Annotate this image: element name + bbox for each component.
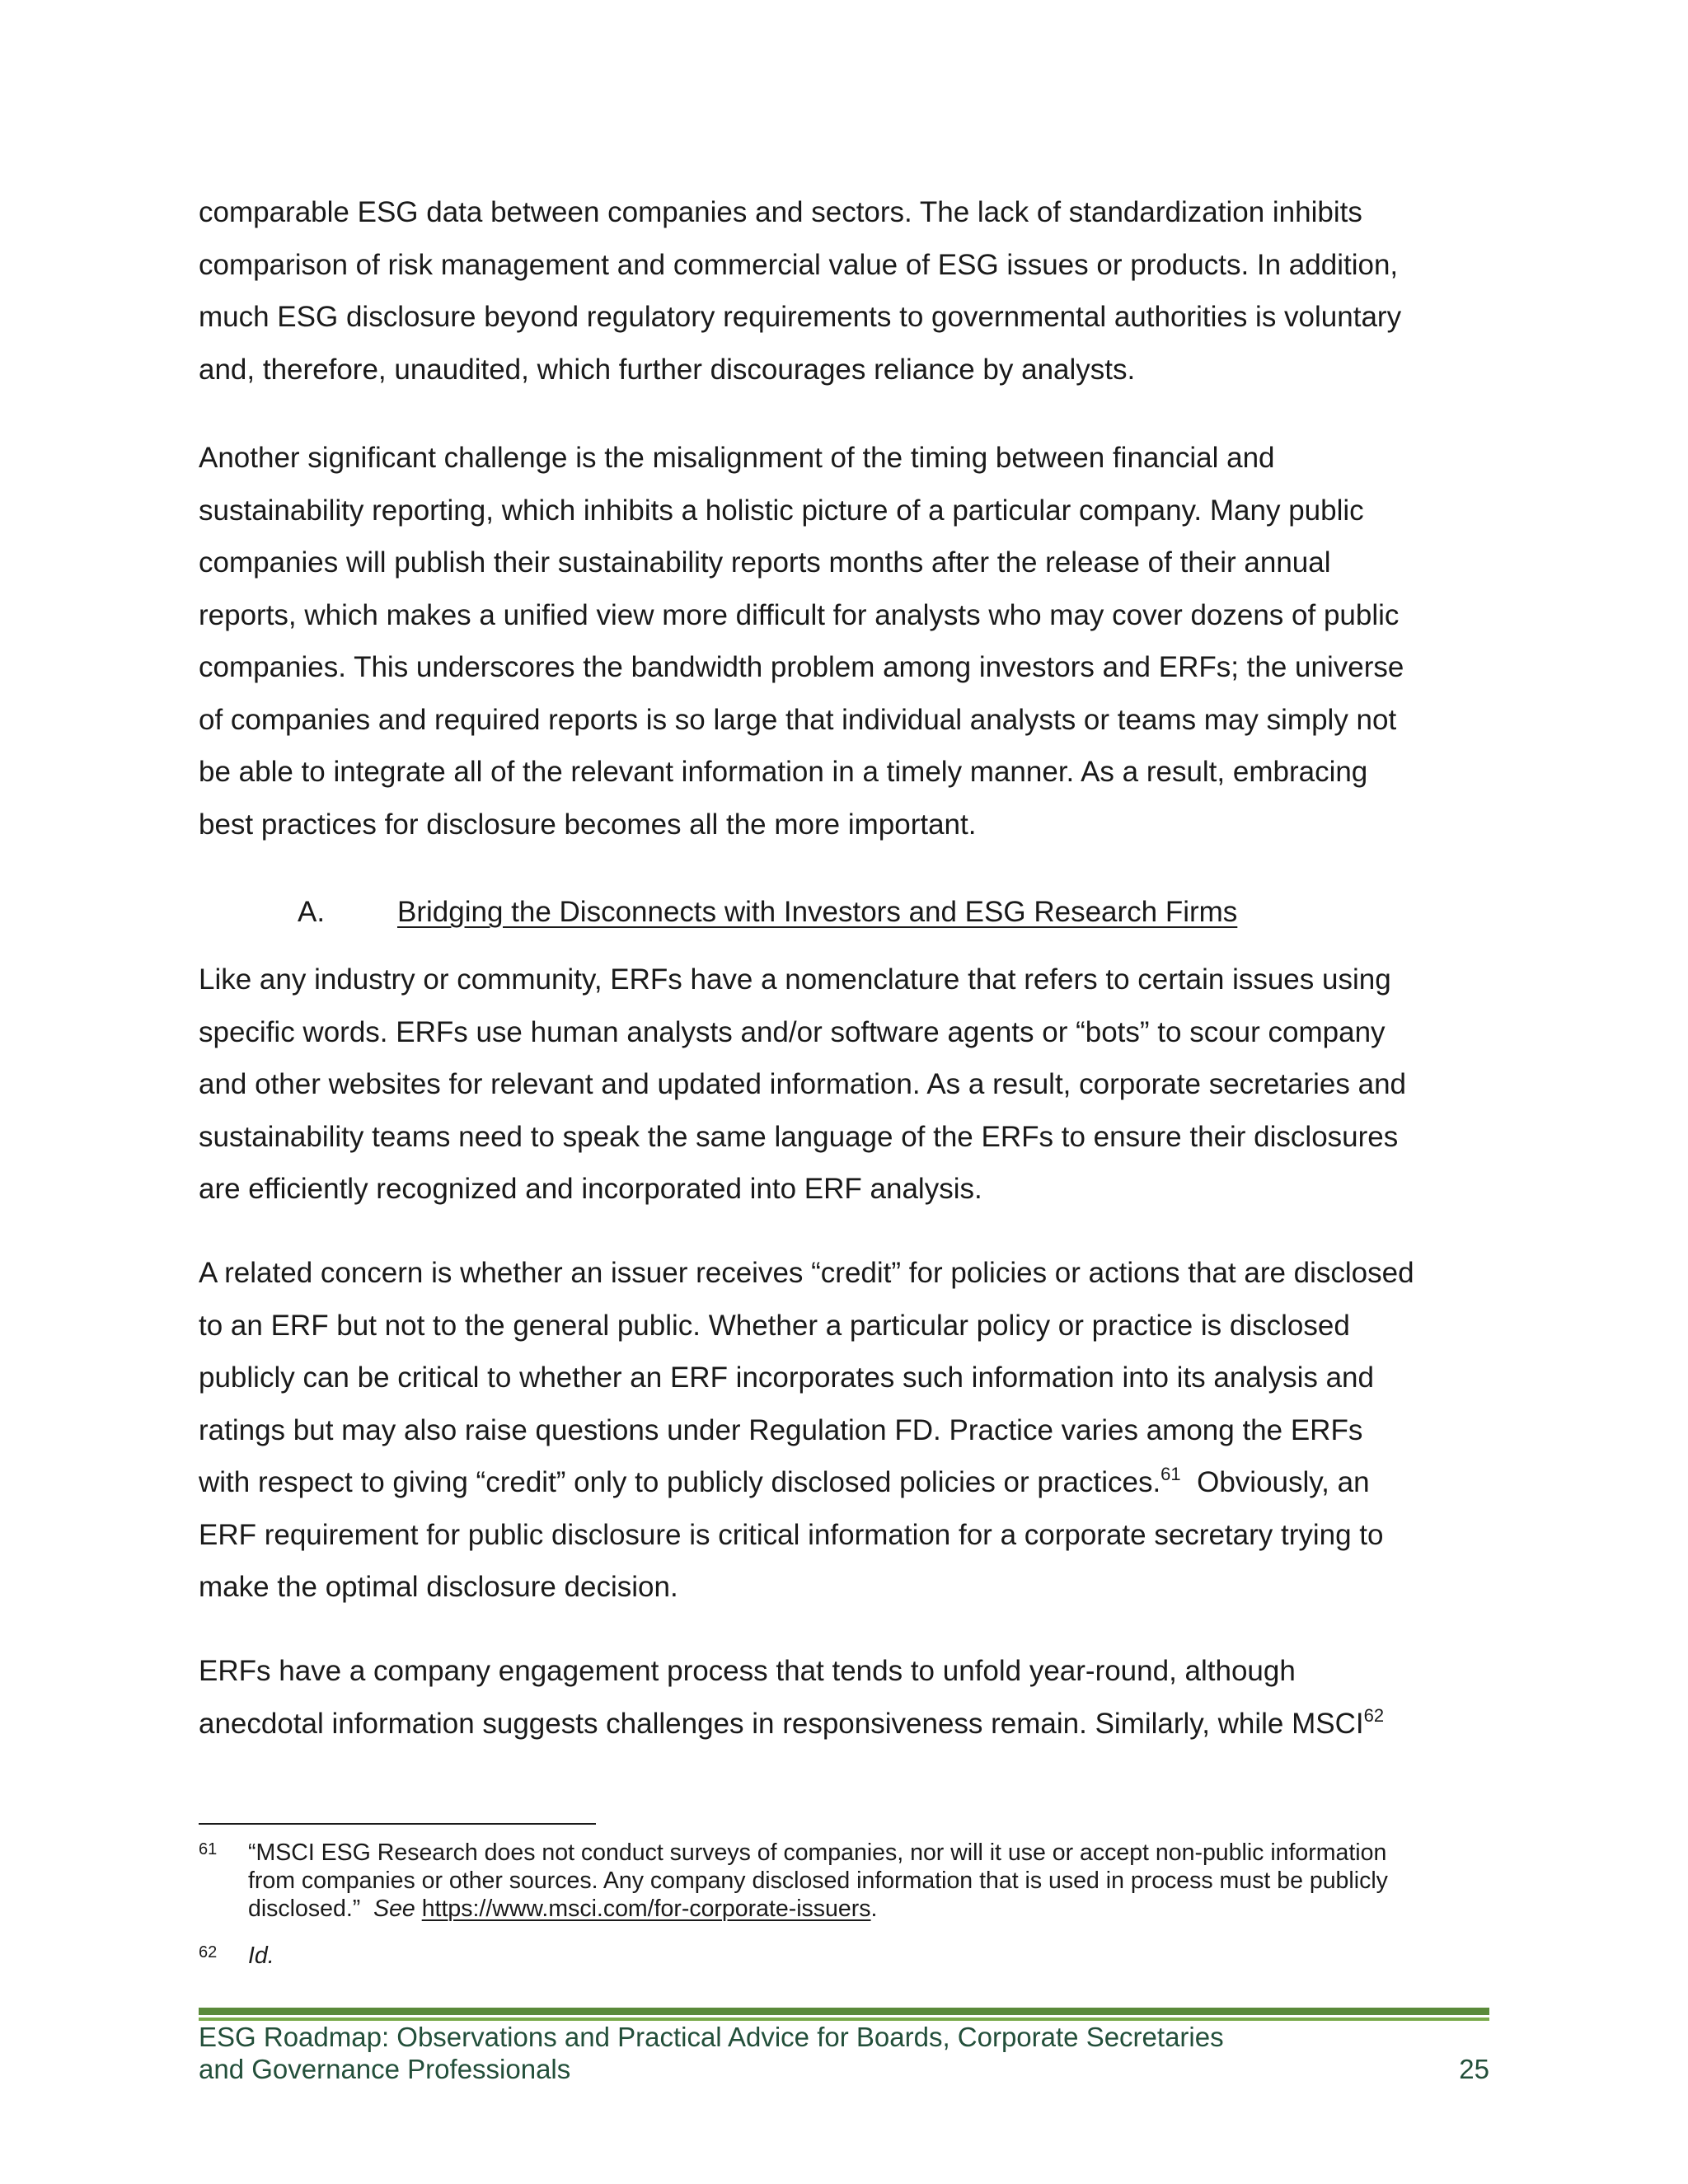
text-line: best practices for disclosure becomes all the more important. <box>199 808 977 841</box>
text-line: Like any industry or community, ERFs have a nomenclature that refers to certain issues using <box>199 963 1391 996</box>
footnote-reference-62[interactable]: 62 <box>1363 1704 1385 1726</box>
footnote-separator <box>199 1823 596 1825</box>
text-line: much ESG disclosure beyond regulatory requirements to governmental authorities is voluntary <box>199 301 1402 333</box>
text-line-main: anecdotal information suggests challenges in responsiveness remain. Similarly, while MSCI <box>199 1707 1364 1740</box>
paragraph-2 <box>199 432 1489 851</box>
text-line: A related concern is whether an issuer receives “credit” for policies or actions that are disclosed <box>199 1257 1414 1289</box>
footnote-prefix: disclosed.” <box>248 1896 374 1922</box>
footer-title <box>199 2021 1224 2085</box>
text-line: comparison of risk management and commercial value of ESG issues or products. In addition, <box>199 248 1399 281</box>
footnote-61 <box>199 1839 1489 1923</box>
text-line: ERFs have a company engagement process that tends to unfold year-round, although <box>199 1655 1296 1687</box>
footnote-line: from companies or other sources. Any company disclosed information that is used in process must be publicly <box>248 1868 1388 1894</box>
text-line: publicly can be critical to whether an ERF incorporates such information into its analysis and <box>199 1361 1374 1394</box>
text-line: sustainability teams need to speak the same language of the ERFs to ensure their disclosures <box>199 1120 1399 1153</box>
text-line: be able to integrate all of the relevant information in a timely manner. As a result, embracing <box>199 756 1368 788</box>
footnote-line <box>248 1895 1489 1923</box>
text-line: and other websites for relevant and updated information. As a result, corporate secretaries and <box>199 1068 1407 1100</box>
paragraph-1 <box>199 186 1489 396</box>
page-number: 25 <box>1459 2054 1489 2084</box>
text-line-main: with respect to giving “credit” only to publicly disclosed policies or practices. <box>199 1466 1161 1498</box>
text-line: specific words. ERFs use human analysts and/or software agents or “bots” to scour company <box>199 1015 1386 1048</box>
section-heading-letter: A. <box>298 896 326 928</box>
text-line: of companies and required reports is so large that individual analysts or teams may simply not <box>199 703 1397 736</box>
text-line: make the optimal disclosure decision. <box>199 1571 678 1603</box>
footnote-text <box>248 1942 1489 1970</box>
text-line <box>199 1456 1489 1509</box>
footer-rule <box>199 2008 1489 2015</box>
text-line: sustainability reporting, which inhibits a holistic picture of a particular company. Many public <box>199 494 1364 527</box>
footnote-62 <box>199 1942 1489 1970</box>
paragraph-3 <box>199 954 1489 1216</box>
footnote-see: See <box>373 1896 415 1922</box>
text-line <box>199 1698 1489 1750</box>
footer-line: ESG Roadmap: Observations and Practical Advice for Boards, Corporate Secretaries <box>199 2022 1224 2052</box>
paragraph-4 <box>199 1247 1489 1614</box>
text-line: ERF requirement for public disclosure is critical information for a corporate secretary trying to <box>199 1518 1384 1551</box>
text-line: companies will publish their sustainability reports months after the release of their annual <box>199 546 1331 579</box>
paragraph-5 <box>199 1645 1489 1750</box>
footnote-line: “MSCI ESG Research does not conduct surveys of companies, nor will it use or accept non-public information <box>248 1840 1387 1866</box>
footer-line: and Governance Professionals <box>199 2054 571 2084</box>
footnote-link[interactable]: https://www.msci.com/for-corporate-issuers <box>421 1896 871 1922</box>
text-line: companies. This underscores the bandwidth problem among investors and ERFs; the universe <box>199 651 1404 683</box>
footnote-suffix: . <box>870 1896 878 1922</box>
text-line: reports, which makes a unified view more difficult for analysts who may cover dozens of public <box>199 598 1400 631</box>
section-heading-title: Bridging the Disconnects with Investors and ESG Research Firms <box>397 896 1238 928</box>
text-line: are efficiently recognized and incorporated into ERF analysis. <box>199 1173 982 1205</box>
text-line-tail: Obviously, an <box>1180 1466 1370 1498</box>
text-line: Another significant challenge is the misalignment of the timing between financial and <box>199 442 1275 474</box>
text-line: comparable ESG data between companies and sectors. The lack of standardization inhibits <box>199 196 1362 228</box>
text-line: to an ERF but not to the general public. Whether a particular policy or practice is disclosed <box>199 1309 1350 1342</box>
section-heading <box>298 886 1237 939</box>
footnote-number: 62 <box>199 1943 218 1961</box>
text-line: and, therefore, unaudited, which further discourages reliance by analysts. <box>199 353 1136 386</box>
text-line: ratings but may also raise questions under Regulation FD. Practice varies among the ERFs <box>199 1413 1363 1446</box>
footnote-line: Id. <box>248 1943 274 1969</box>
footnote-reference-61[interactable]: 61 <box>1160 1464 1181 1484</box>
footnote-text <box>248 1839 1489 1923</box>
footnote-number: 61 <box>199 1840 218 1858</box>
